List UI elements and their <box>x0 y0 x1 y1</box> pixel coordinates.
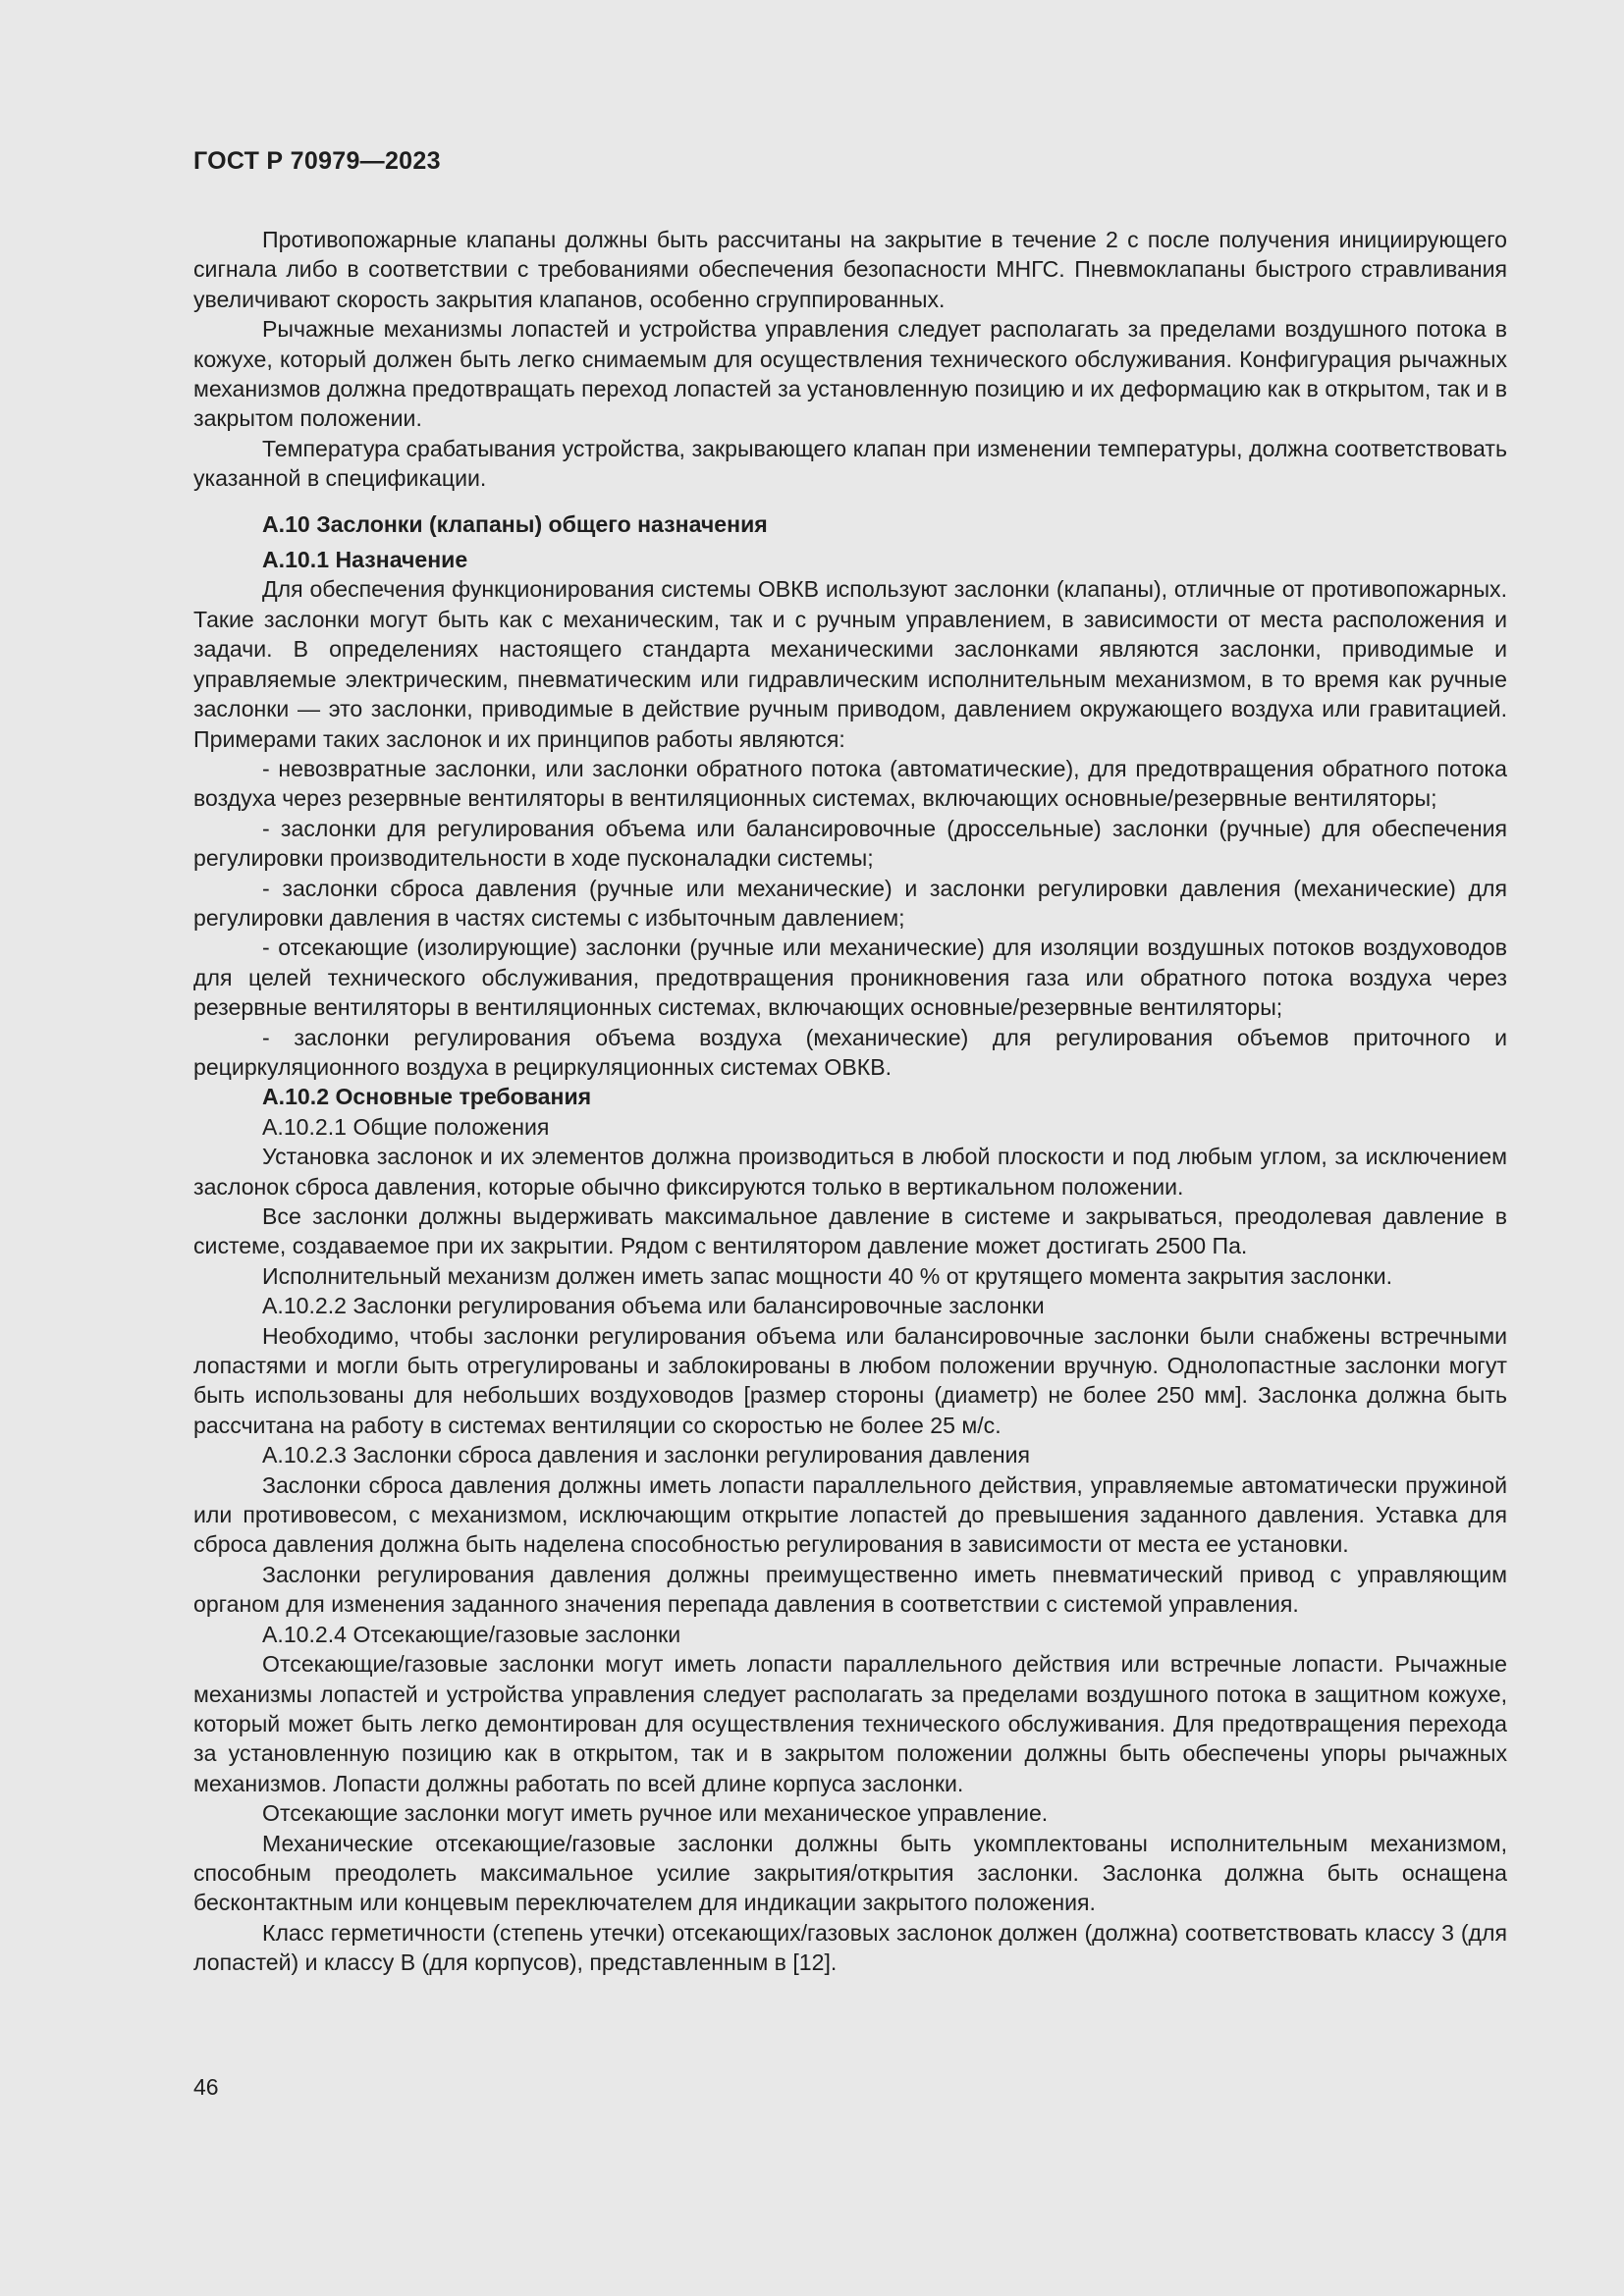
paragraph: Отсекающие заслонки могут иметь ручное или механическое управление. <box>262 1800 1049 1827</box>
paragraph: Температура срабатывания устройства, закрывающего клапан при изменении температуры, должна соответствовать указанной в спецификации. <box>193 435 1507 492</box>
list-item: - отсекающие (изолирующие) заслонки (ручные или механические) для изоляции воздушных потоков воздуховодов для целей технического обслуживания, предотвращения проникновения газа или обратного потока воздуха через резервные вентиляторы в вентиляционных системах, включающих основные/резервные вентиляторы; <box>193 934 1507 1021</box>
subsection-heading-a1023: А.10.2.3 Заслонки сброса давления и заслонки регулирования давления <box>262 1442 1030 1468</box>
standard-code-header: ГОСТ Р 70979—2023 <box>193 147 441 175</box>
paragraph: Рычажные механизмы лопастей и устройства управления следует располагать за пределами воздушного потока в кожухе, который должен быть легко снимаемым для осуществления технического обслуживания. Конфигурация рычажных механизмов должна предотвращать переход лопастей за установленную позицию и их деформацию как в открытом, так и в закрытом положении. <box>193 316 1507 432</box>
paragraph: Исполнительный механизм должен иметь запас мощности 40 % от крутящего момента закрытия заслонки. <box>262 1262 1393 1289</box>
list-item: - заслонки для регулирования объема или балансировочные (дроссельные) заслонки (ручные) для обеспечения регулировки производительности в ходе пусконаладки системы; <box>193 815 1507 872</box>
paragraph: Все заслонки должны выдерживать максимальное давление в системе и закрываться, преодолевая давление в системе, создаваемое при их закрытии. Рядом с вентилятором давление может достигать 2500 Па. <box>193 1203 1507 1259</box>
section-heading-a10: А.10 Заслонки (клапаны) общего назначения <box>262 510 768 537</box>
list-item: - заслонки регулирования объема воздуха (механические) для регулирования объемов приточного и рециркуляционного воздуха в рециркуляционных системах ОВКВ. <box>193 1024 1507 1080</box>
paragraph: Заслонки сброса давления должны иметь лопасти параллельного действия, управляемые автоматически пружиной или противовесом, с механизмом, исключающим открытие лопастей до превышения заданного давления. Уставка для сброса давления должна быть наделена способностью регулирования в зависимости от места ее установки. <box>193 1471 1507 1558</box>
subsection-heading-a1022: А.10.2.2 Заслонки регулирования объема или балансировочные заслонки <box>262 1293 1045 1319</box>
section-heading-a101: А.10.1 Назначение <box>262 547 468 573</box>
paragraph: Противопожарные клапаны должны быть рассчитаны на закрытие в течение 2 с после получения инициирующего сигнала либо в соответствии с требованиями обеспечения безопасности МНГС. Пневмоклапаны быстрого стравливания увеличивают скорость закрытия клапанов, особенно сгруппированных. <box>193 227 1507 312</box>
paragraph: Необходимо, чтобы заслонки регулирования объема или балансировочные заслонки были снабжены встречными лопастями и могли быть отрегулированы и заблокированы в любом положении вручную. Однолопастные заслонки могут быть использованы для небольших воздуховодов [размер стороны (диаметр) не более 250 мм]. Заслонка должна быть рассчитана на работу в системах вентиляции со скоростью не более 25 м/с. <box>193 1322 1507 1438</box>
section-heading-a102: А.10.2 Основные требования <box>262 1084 592 1110</box>
paragraph: Установка заслонок и их элементов должна производиться в любой плоскости и под любым углом, за исключением заслонок сброса давления, которые обычно фиксируются только в вертикальном положении. <box>193 1144 1507 1200</box>
list-item: - заслонки сброса давления (ручные или механические) и заслонки регулировки давления (механические) для регулировки давления в частях системы с избыточным давлением; <box>193 875 1507 931</box>
paragraph: Отсекающие/газовые заслонки могут иметь лопасти параллельного действия или встречные лопасти. Рычажные механизмы лопастей и устройства управления следует располагать за пределами воздушного потока в защитном кожухе, который может быть легко демонтирован для осуществления технического обслуживания. Для предотвращения перехода за установленную позицию как в открытом, так и в закрытом положении должны быть обеспечены упоры рычажных механизмов. Лопасти должны работать по всей длине корпуса заслонки. <box>193 1651 1507 1796</box>
paragraph: Класс герметичности (степень утечки) отсекающих/газовых заслонок должен (должна) соответствовать классу 3 (для лопастей) и классу В (для корпусов), представленным в [12]. <box>193 1919 1507 1976</box>
paragraph: Для обеспечения функционирования системы ОВКВ используют заслонки (клапаны), отличные от противопожарных. Такие заслонки могут быть как с механическим, так и с ручным управлением, в зависимости от места расположения и задачи. В определениях настоящего стандарта механическими заслонками являются заслонки, приводимые и управляемые электрическим, пневматическим или гидравлическим исполнительным механизмом, в то время как ручные заслонки — это заслонки, приводимые в действие ручным приводом, давлением окружающего воздуха или гравитацией. Примерами таких заслонок и их принципов работы являются: <box>193 576 1507 752</box>
paragraph: Механические отсекающие/газовые заслонки должны быть укомплектованы исполнительным механизмом, способным преодолеть максимальное усилие закрытия/открытия заслонки. Заслонка должна быть оснащена бесконтактным или концевым переключателем для индикации закрытого положения. <box>193 1830 1507 1916</box>
paragraph: Заслонки регулирования давления должны преимущественно иметь пневматический привод с управляющим органом для изменения заданного значения перепада давления в соответствии с системой управления. <box>193 1561 1507 1618</box>
list-item: - невозвратные заслонки, или заслонки обратного потока (автоматические), для предотвращения обратного потока воздуха через резервные вентиляторы в вентиляционных системах, включающих основные/резервные вентиляторы; <box>193 755 1507 812</box>
subsection-heading-a1021: А.10.2.1 Общие положения <box>262 1113 550 1140</box>
page-number: 46 <box>193 2074 219 2100</box>
document-body <box>193 225 1507 1978</box>
subsection-heading-a1024: А.10.2.4 Отсекающие/газовые заслонки <box>262 1621 681 1647</box>
